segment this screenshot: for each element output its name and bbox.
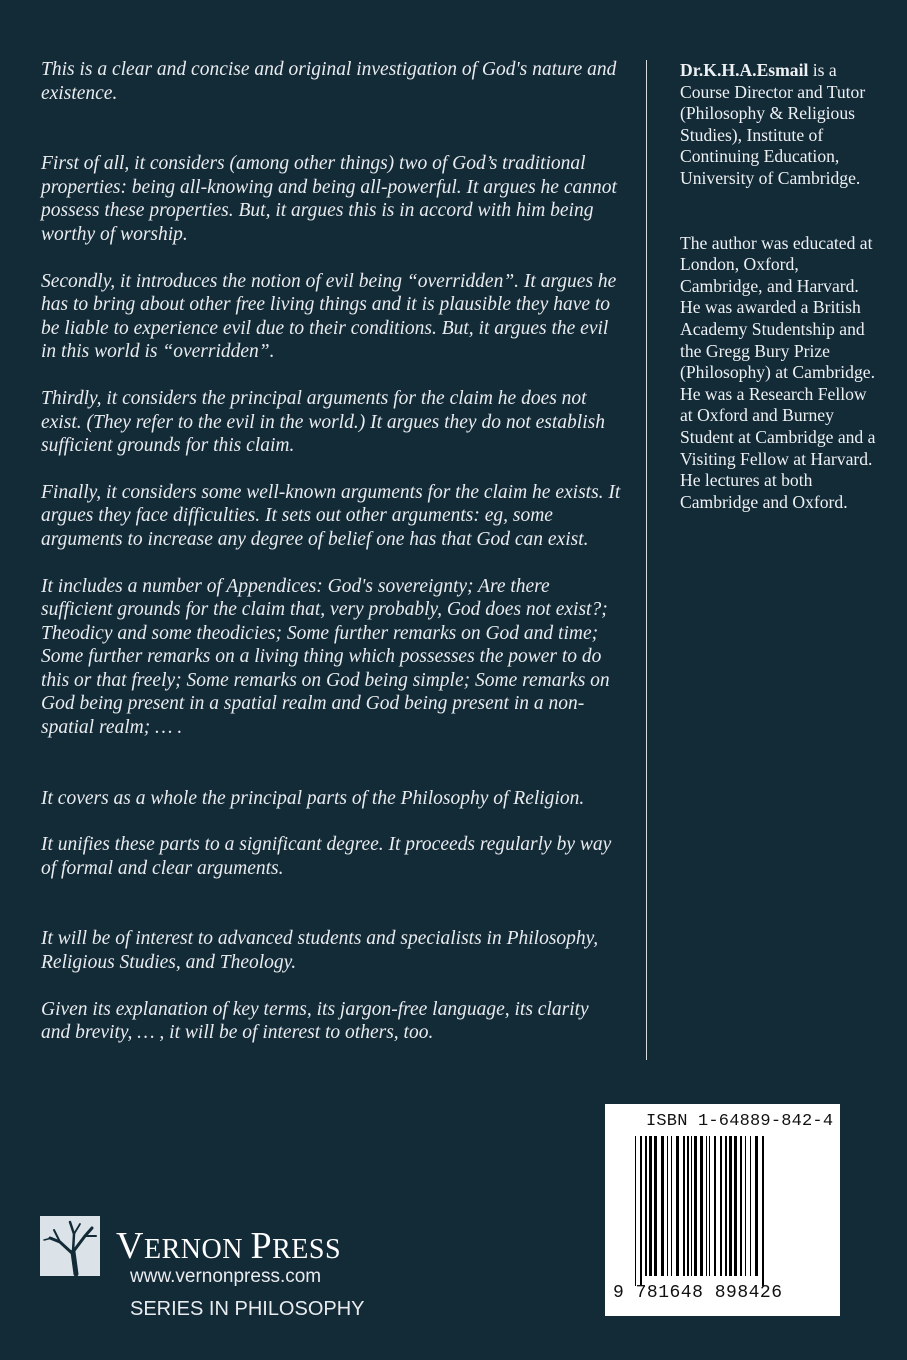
author-name: Dr.K.H.A.Esmail — [680, 60, 809, 80]
blurb-paragraph-8: It unifies these parts to a significant degree. It proceeds regularly by way of formal and clear arguments. — [41, 834, 612, 879]
isbn-label: ISBN 1-64889-842-4 — [646, 1112, 834, 1131]
blurb-paragraph-6: It includes a number of Appendices: God's sovereignty; Are there sufficient grounds for the claim that, very probably, God does not exist?; Theodicy and some theodicies; Some further remarks on God and time; Some further remarks on a living thing which possesses the power to do this or that freely; Some remarks on God being simple; Some remarks on God being present in a spatial realm and God being present in a non-spatial realm; … . — [41, 575, 610, 739]
author-intro — [680, 60, 880, 190]
publisher-name — [116, 1224, 341, 1268]
author-bio-awards: He was awarded a British Academy Studentship and the Gregg Bury Prize (Philosophy) at Cambridge. — [680, 297, 875, 383]
barcode-digits: 9 781648 898426 — [613, 1283, 783, 1303]
series-label: SERIES IN PHILOSOPHY — [130, 1298, 365, 1320]
barcode-panel — [605, 1104, 840, 1316]
column-divider — [646, 60, 647, 1060]
blurb-paragraph-9: It will be of interest to advanced students and specialists in Philosophy, Religious Studies, and Theology. — [41, 928, 599, 974]
publisher-url[interactable]: www.vernonpress.com — [130, 1266, 322, 1287]
blurb-column — [41, 58, 621, 1045]
author-bio-lectures: He lectures at both Cambridge and Oxford. — [680, 470, 848, 512]
author-bio-education: The author was educated at London, Oxford, Cambridge, and Harvard. — [680, 232, 873, 296]
blurb-paragraph-7: It covers as a whole the principal parts of the Philosophy of Religion. — [41, 787, 585, 809]
blurb-paragraph-2: First of all, it considers (among other things) two of God’s traditional properties: being all-knowing and being all-powerful. It argues he cannot possess these properties. But, it argues this is in accord with him being worthy of worship. — [41, 153, 617, 245]
author-role: is a Course Director and Tutor (Philosophy & Religious Studies), Institute of Continuing Education, University of Cambridge. — [680, 60, 866, 188]
tree-icon — [40, 1216, 100, 1276]
blurb-paragraph-3: Secondly, it introduces the notion of evil being “overridden”. It argues he has to bring about other free living things and it is plausible they have to be liable to experience evil due to their conditions. But, it argues the evil in this world is “overridden”. — [41, 270, 617, 363]
publisher-name-text: VERNON PRESS — [116, 1225, 342, 1267]
blurb-paragraph-5: Finally, it considers some well-known arguments for the claim he exists. It argues they face difficulties. It sets out other arguments: eg, some arguments to increase any degree of belief one has that God can exist. — [41, 481, 621, 550]
blurb-paragraph-1: This is a clear and concise and original investigation of God's nature and existence. — [41, 59, 617, 104]
blurb-paragraph-10: Given its explanation of key terms, its jargon-free language, its clarity and brevity, … , it will be of interest to others, too. — [41, 998, 589, 1044]
blurb-paragraph-4: Thirdly, it considers the principal arguments for the claim he does not exist. (They refer to the evil in the world.) It argues they do not establish sufficient grounds for this claim. — [41, 387, 605, 457]
author-column — [680, 60, 880, 513]
barcode-bars — [633, 1136, 813, 1286]
author-bio-fellowships: He was a Research Fellow at Oxford and Burney Student at Cambridge and a Visiting Fellow at Harvard. — [680, 383, 876, 469]
